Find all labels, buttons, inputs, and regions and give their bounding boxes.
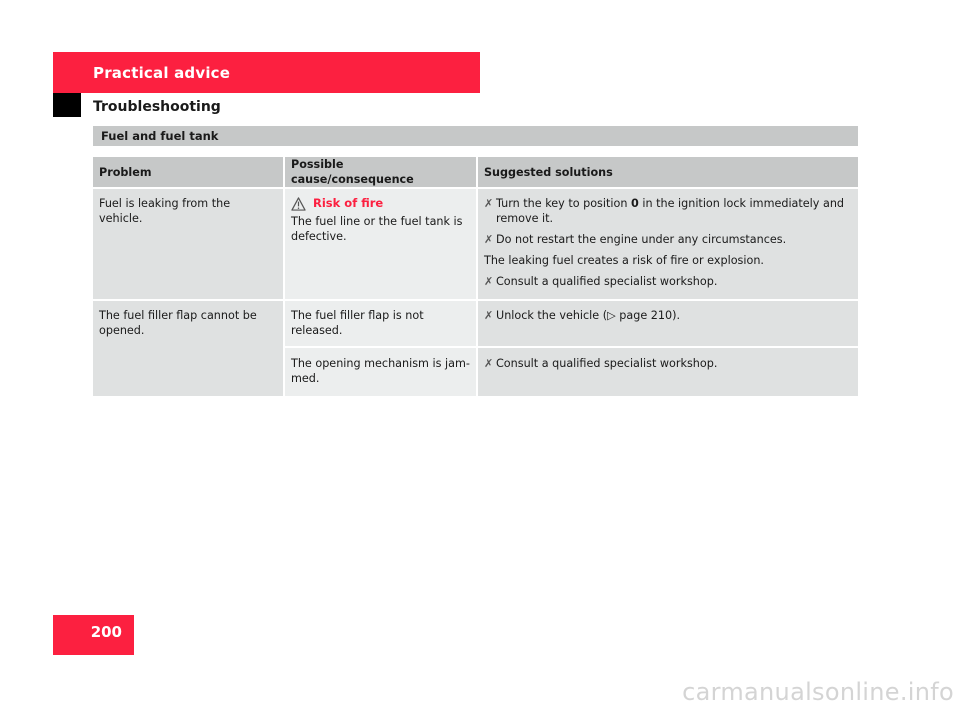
step-text: Consult a qualified specialist workshop. [496, 275, 718, 288]
problem-cell: Fuel is leaking from the vehicle. [93, 188, 284, 300]
cause-cell: The opening mechanism is jam-med. [284, 347, 477, 396]
table-section-title: Fuel and fuel tank [101, 129, 219, 143]
page-number: 200 [90, 623, 122, 641]
solution-note: The leaking fuel creates a risk of fire or explosion. [484, 254, 764, 267]
solution-step [484, 274, 852, 289]
step-marker-icon: ✗ [484, 233, 494, 246]
table-header-row [93, 157, 858, 188]
step-text: Consult a qualified specialist workshop. [496, 357, 718, 370]
risk-warning [291, 196, 470, 211]
solution-cell [477, 188, 858, 300]
step-text: Do not restart the engine under any circumstances. [496, 233, 787, 246]
step-marker-icon: ✗ [484, 357, 494, 370]
column-header-cause: Possible cause/consequence [284, 157, 477, 188]
step-text: Unlock the vehicle (▷ page 210). [496, 309, 681, 322]
step-text-pre: Turn the key to position [496, 197, 631, 210]
column-header-problem: Problem [93, 157, 284, 188]
step-marker-icon: ✗ [484, 275, 494, 288]
table-row [93, 300, 858, 347]
table-section-bar [93, 126, 858, 146]
key-position: 0 [631, 197, 639, 210]
risk-label: Risk of fire [313, 196, 384, 210]
header-tab-marker [53, 93, 81, 117]
problem-cell: The fuel filler flap cannot be opened. [93, 300, 284, 396]
cause-cell: The fuel filler flap is not released. [284, 300, 477, 347]
solution-step [484, 356, 852, 371]
cause-text: The fuel line or the fuel tank is defective. [291, 215, 463, 243]
solution-cell [477, 347, 858, 396]
solution-step [484, 196, 852, 226]
solution-step [484, 308, 852, 323]
step-marker-icon: ✗ [484, 197, 494, 210]
cause-cell [284, 188, 477, 300]
page-subtitle: Troubleshooting [93, 99, 221, 115]
section-title: Practical advice [93, 64, 231, 82]
solution-step [484, 232, 852, 247]
warning-triangle-icon [291, 197, 306, 211]
table-row [93, 188, 858, 300]
solution-cell [477, 300, 858, 347]
column-header-solutions: Suggested solutions [477, 157, 858, 188]
troubleshooting-table [93, 157, 858, 396]
step-text-post: in the ignition lock immediately and remove it. [496, 197, 845, 225]
section-header [53, 52, 480, 93]
watermark: carmanualsonline.info [682, 678, 954, 706]
step-marker-icon: ✗ [484, 309, 494, 322]
page-number-box [53, 615, 134, 655]
